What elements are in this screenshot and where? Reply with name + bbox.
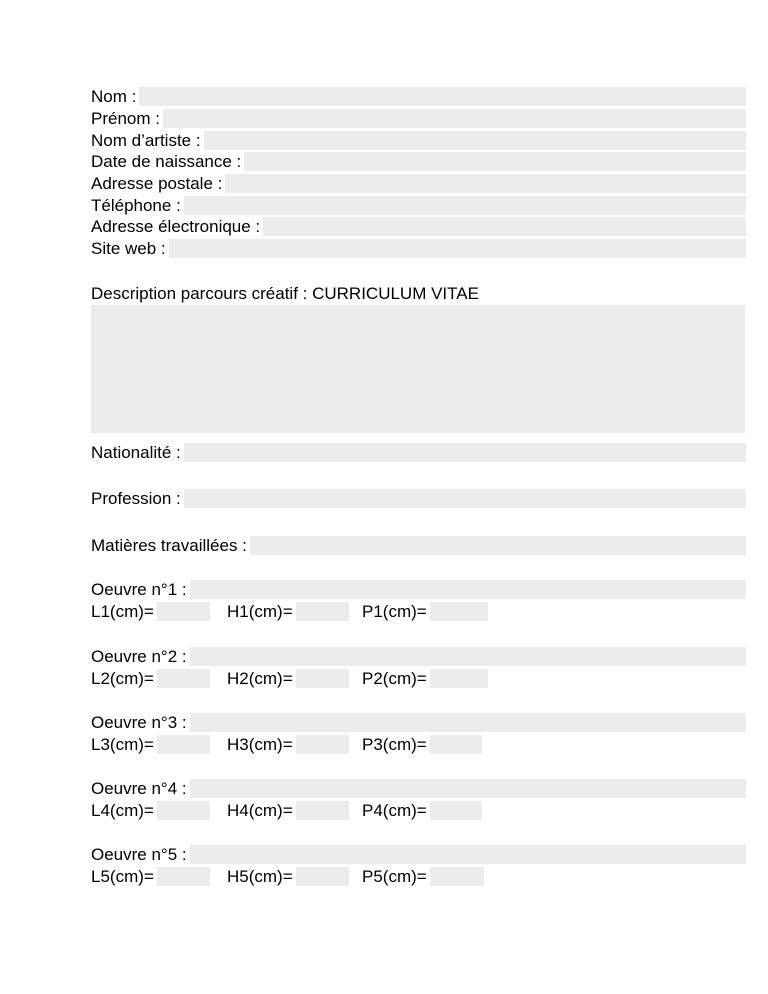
oeuvre-5-h xyxy=(227,866,349,887)
oeuvre-1-l xyxy=(91,601,210,622)
oeuvre-2-l-field[interactable] xyxy=(157,669,210,688)
oeuvre-2-p xyxy=(362,668,488,689)
oeuvre-4-p-field[interactable] xyxy=(430,801,482,820)
oeuvre-4-dimensions xyxy=(91,800,551,821)
oeuvre-1-h-label: H1(cm)= xyxy=(227,602,293,621)
nationalite-row xyxy=(91,442,746,463)
site-web-row xyxy=(91,238,746,259)
oeuvre-2-p-label: P2(cm)= xyxy=(362,669,427,688)
oeuvre-5-l-field[interactable] xyxy=(157,867,210,886)
oeuvre-2-h-field[interactable] xyxy=(296,669,349,688)
adresse-electronique-row xyxy=(91,216,746,237)
oeuvre-4-field[interactable] xyxy=(190,779,746,798)
oeuvre-3-h xyxy=(227,734,349,755)
oeuvre-2-dimensions xyxy=(91,668,551,689)
oeuvre-2-h-label: H2(cm)= xyxy=(227,669,293,688)
oeuvre-2-row xyxy=(91,646,746,667)
oeuvre-3-dimensions xyxy=(91,734,551,755)
matieres-field[interactable] xyxy=(250,536,746,555)
oeuvre-2-p-field[interactable] xyxy=(430,669,488,688)
nationalite-label: Nationalité : xyxy=(91,443,181,462)
oeuvre-2-h xyxy=(227,668,349,689)
oeuvre-4-row xyxy=(91,778,746,799)
oeuvre-4-label: Oeuvre n°4 : xyxy=(91,779,187,798)
oeuvre-5-p-label: P5(cm)= xyxy=(362,867,427,886)
telephone-field[interactable] xyxy=(184,196,746,215)
oeuvre-3-p-field[interactable] xyxy=(430,735,482,754)
profession-field[interactable] xyxy=(184,489,746,508)
oeuvre-3-field[interactable] xyxy=(190,713,746,732)
profession-row xyxy=(91,488,746,509)
profession-label: Profession : xyxy=(91,489,181,508)
oeuvre-1-p-field[interactable] xyxy=(430,602,488,621)
oeuvre-5-p-field[interactable] xyxy=(430,867,484,886)
adresse-postale-row xyxy=(91,173,746,194)
oeuvre-4-h-label: H4(cm)= xyxy=(227,801,293,820)
oeuvre-3-label: Oeuvre n°3 : xyxy=(91,713,187,732)
nom-artiste-field[interactable] xyxy=(204,131,746,150)
matieres-label: Matières travaillées : xyxy=(91,536,247,555)
site-web-field[interactable] xyxy=(169,239,746,258)
nom-row xyxy=(91,86,746,107)
oeuvre-5-l xyxy=(91,866,210,887)
description-row xyxy=(91,283,746,304)
oeuvre-1-row xyxy=(91,579,746,600)
oeuvre-3-l-field[interactable] xyxy=(157,735,210,754)
oeuvre-4-l-field[interactable] xyxy=(157,801,210,820)
nom-field[interactable] xyxy=(139,87,746,106)
oeuvre-5-h-field[interactable] xyxy=(296,867,349,886)
oeuvre-1-h-field[interactable] xyxy=(296,602,349,621)
site-web-label: Site web : xyxy=(91,239,166,258)
oeuvre-5-field[interactable] xyxy=(190,845,746,864)
oeuvre-3-l xyxy=(91,734,210,755)
oeuvre-5-l-label: L5(cm)= xyxy=(91,867,154,886)
prenom-field[interactable] xyxy=(163,109,746,128)
oeuvre-4-h xyxy=(227,800,349,821)
oeuvre-4-p xyxy=(362,800,482,821)
oeuvre-1-l-label: L1(cm)= xyxy=(91,602,154,621)
oeuvre-4-p-label: P4(cm)= xyxy=(362,801,427,820)
adresse-postale-label: Adresse postale : xyxy=(91,174,223,193)
oeuvre-3-l-label: L3(cm)= xyxy=(91,735,154,754)
adresse-electronique-label: Adresse électronique : xyxy=(91,217,261,236)
oeuvre-2-l-label: L2(cm)= xyxy=(91,669,154,688)
nom-label: Nom : xyxy=(91,87,137,106)
oeuvre-3-h-field[interactable] xyxy=(296,735,349,754)
oeuvre-4-l xyxy=(91,800,210,821)
oeuvre-2-l xyxy=(91,668,210,689)
nationalite-field[interactable] xyxy=(184,443,746,462)
oeuvre-3-row xyxy=(91,712,746,733)
oeuvre-1-dimensions xyxy=(91,601,551,622)
oeuvre-1-p xyxy=(362,601,488,622)
telephone-label: Téléphone : xyxy=(91,196,181,215)
description-textarea[interactable] xyxy=(91,305,745,433)
oeuvre-1-label: Oeuvre n°1 : xyxy=(91,580,187,599)
oeuvre-1-h xyxy=(227,601,349,622)
matieres-row xyxy=(91,535,746,556)
oeuvre-3-h-label: H3(cm)= xyxy=(227,735,293,754)
oeuvre-5-p xyxy=(362,866,484,887)
oeuvre-3-p-label: P3(cm)= xyxy=(362,735,427,754)
oeuvre-2-field[interactable] xyxy=(190,647,746,666)
oeuvre-2-label: Oeuvre n°2 : xyxy=(91,647,187,666)
oeuvre-4-h-field[interactable] xyxy=(296,801,349,820)
date-naissance-field[interactable] xyxy=(244,152,746,171)
oeuvre-1-field[interactable] xyxy=(190,580,746,599)
adresse-electronique-field[interactable] xyxy=(263,217,746,236)
oeuvre-5-label: Oeuvre n°5 : xyxy=(91,845,187,864)
oeuvre-5-row xyxy=(91,844,746,865)
date-naissance-label: Date de naissance : xyxy=(91,152,242,171)
oeuvre-5-h-label: H5(cm)= xyxy=(227,867,293,886)
telephone-row xyxy=(91,195,746,216)
nom-artiste-label: Nom d’artiste : xyxy=(91,131,201,150)
oeuvre-4-l-label: L4(cm)= xyxy=(91,801,154,820)
oeuvre-1-p-label: P1(cm)= xyxy=(362,602,427,621)
prenom-label: Prénom : xyxy=(91,109,160,128)
date-naissance-row xyxy=(91,151,746,172)
prenom-row xyxy=(91,108,746,129)
oeuvre-3-p xyxy=(362,734,482,755)
oeuvre-5-dimensions xyxy=(91,866,551,887)
adresse-postale-field[interactable] xyxy=(225,174,746,193)
nom-artiste-row xyxy=(91,130,746,151)
oeuvre-1-l-field[interactable] xyxy=(157,602,210,621)
description-label: Description parcours créatif : CURRICULUM VITAE xyxy=(91,284,479,303)
